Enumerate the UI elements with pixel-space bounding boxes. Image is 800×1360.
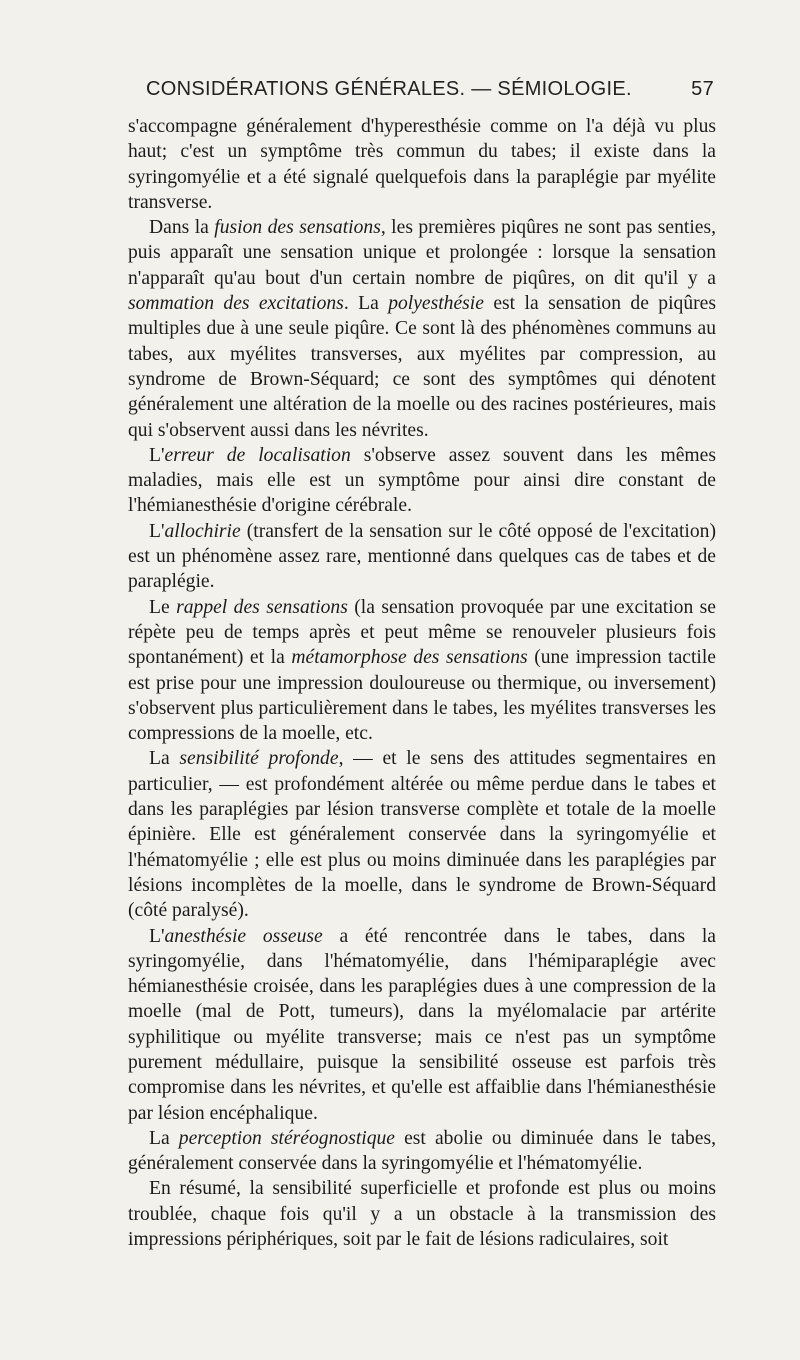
text-run: est abolie ou diminuée dans le tabes, généralement conservée dans la syringomyélie et l'hématomyélie. [128, 1127, 716, 1175]
text-run: , — et le sens des attitudes segmentaires en particulier, — est profondément altérée ou même perdue dans le tabes et dans les paraplégies par lésion transverse complète et totale de la moelle épinière. Elle est généralement conservée dans la syringomyélie et l'hématomyélie ; elle est plus ou moins diminuée dans les paraplégies par lésions incomplètes de la moelle, dans le syndrome de Brown-Séquard (côté paralysé). [128, 748, 716, 922]
text-run: est la sensation de piqûres multiples due à une seule piqûre. Ce sont là des phénomènes communs au tabes, aux myélites transverses, aux myélites par compression, au syndrome de Brown-Séquard; ce sont des symptômes qui dénotent généralement une altération de la moelle ou des racines postérieures, mais qui s'observent aussi dans les névrites. [128, 293, 716, 441]
body-text [128, 114, 716, 1252]
italic-term: anesthésie osseuse [164, 925, 323, 947]
page-number: 57 [691, 78, 714, 100]
paragraph [128, 215, 716, 443]
text-run: , les premières piqûres ne sont pas senties, puis apparaît une sensation unique et prolongée : lorsque la sensation n'apparaît qu'au bout d'un certain nombre de piqûres, on dit qu'il y a [128, 217, 716, 289]
text-run: La [149, 748, 180, 770]
text-run: La [149, 1127, 179, 1149]
italic-term: métamorphose des sensations [291, 647, 528, 669]
text-run: (une impression tactile est prise pour une impression douloureuse ou thermique, ou inversement) s'observent plus particulièrement dans le tabes, les myélites transverses les compressions de la moelle, etc. [128, 647, 716, 745]
italic-term: sensibilité profonde [179, 748, 339, 770]
text-run: . La [343, 293, 389, 315]
text-run: En résumé, la sensibilité superficielle et profonde est plus ou moins troublée, chaque fois qu'il y a un obstacle à la transmission des impressions périphériques, soit par le fait de lésions radiculaires, soit [128, 1178, 716, 1251]
italic-term: erreur de localisation [164, 444, 351, 466]
paragraph [128, 1126, 716, 1177]
running-title: CONSIDÉRATIONS GÉNÉRALES. — SÉMIOLOGIE. [146, 78, 632, 100]
paragraph [128, 595, 716, 747]
text-run: L' [149, 520, 165, 542]
paragraph [128, 924, 716, 1126]
italic-term: sommation des excitations [128, 293, 344, 315]
italic-term: polyesthésie [388, 293, 484, 315]
text-run: (transfert de la sensation sur le côté opposé de l'excitation) est un phénomène assez rare, mentionné dans quelques cas de tabes et de paraplégie. [128, 520, 716, 593]
text-run: a été rencontrée dans le tabes, dans la syringomyélie, dans l'hématomyélie, dans l'hémiparaplégie avec hémianesthésie croisée, dans les paraplégies dues à une compression de la moelle (mal de Pott, tumeurs), dans la myélomalacie par artérite syphilitique ou myélite transverse; mais ce n'est pas un symptôme purement médullaire, puisque la sensibilité osseuse est parfois très compromise dans les névrites, et qu'elle est affaiblie dans l'hémianesthésie par lésion encéphalique. [128, 925, 716, 1124]
paragraph [128, 746, 716, 923]
paragraph [128, 519, 716, 595]
italic-term: fusion des sensations [214, 217, 381, 239]
text-run: Dans la [149, 217, 215, 239]
italic-term: rappel des sensations [176, 596, 348, 618]
text-run: L' [149, 444, 165, 466]
italic-term: allochirie [164, 520, 241, 542]
text-run: L' [149, 925, 165, 947]
text-run: s'accompagne généralement d'hyperesthésie comme on l'a déjà vu plus haut; c'est un symptôme très commun du tabes; il existe dans la syringomyélie et a été signalé quelquefois dans la paraplégie par myélite transverse. [128, 116, 716, 213]
paragraph [128, 1176, 716, 1252]
text-run: s'observe assez souvent dans les mêmes maladies, mais elle est un symptôme pour ainsi dire constant de l'hémianesthésie d'origine cérébrale. [128, 444, 716, 517]
paragraph [128, 114, 716, 215]
text-run: Le [149, 596, 177, 618]
text-run: (la sensation provoquée par une excitation se répète peu de temps après et peut même se renouveler plusieurs fois spontanément) et la [128, 596, 716, 669]
paragraph [128, 443, 716, 519]
italic-term: perception stéréognostique [178, 1127, 395, 1149]
running-header [128, 78, 714, 108]
